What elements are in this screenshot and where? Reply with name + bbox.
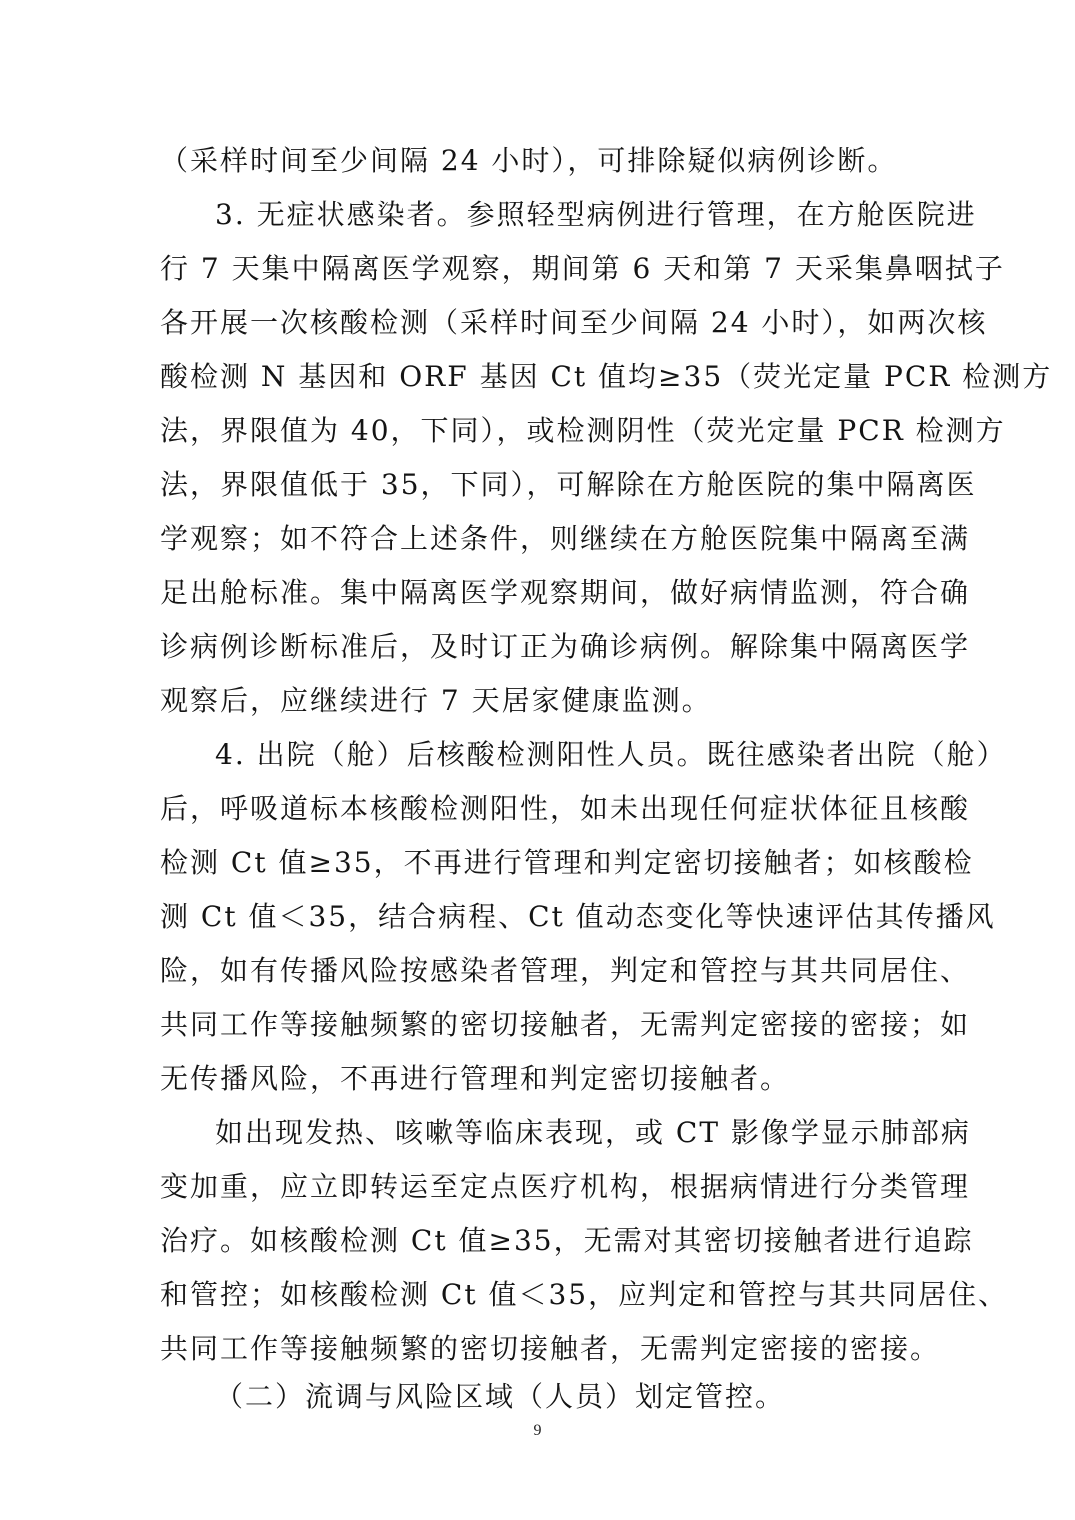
- text-line: （采样时间至少间隔 24 小时），可排除疑似病例诊断。: [160, 144, 898, 177]
- text-line: 诊病例诊断标准后，及时订正为确诊病例。解除集中隔离医学: [160, 630, 971, 663]
- text-line: 行 7 天集中隔离医学观察，期间第 6 天和第 7 天采集鼻咽拭子: [160, 252, 1005, 285]
- text-line: 后，呼吸道标本核酸检测阳性，如未出现任何症状体征且核酸: [160, 792, 971, 825]
- section-heading: （二）流调与风险区域（人员）划定管控。: [215, 1380, 786, 1413]
- text-line: 学观察；如不符合上述条件，则继续在方舱医院集中隔离至满: [160, 522, 971, 555]
- text-line: 法，界限值为 40，下同），或检测阴性（荧光定量 PCR 检测方: [160, 414, 1006, 447]
- text-line: 法，界限值低于 35，下同），可解除在方舱医院的集中隔离医: [160, 468, 977, 501]
- paragraph-post-discharge-start: 4. 出院（舱）后核酸检测阳性人员。既往感染者出院（舱）: [215, 738, 1007, 771]
- text-line: 测 Ct 值＜35，结合病程、Ct 值动态变化等快速评估其传播风: [160, 900, 996, 933]
- text-line: 检测 Ct 值≥35，不再进行管理和判定密切接触者；如核酸检: [160, 846, 974, 879]
- text-line: 变加重，应立即转运至定点医疗机构，根据病情进行分类管理: [160, 1170, 971, 1203]
- text-line: 酸检测 N 基因和 ORF 基因 Ct 值均≥35（荧光定量 PCR 检测方: [160, 360, 1053, 393]
- text-line: 共同工作等接触频繁的密切接触者，无需判定密接的密接；如: [160, 1008, 971, 1041]
- text-line: 无传播风险，不再进行管理和判定密切接触者。: [160, 1062, 791, 1095]
- text-line: 险，如有传播风险按感染者管理，判定和管控与其共同居住、: [160, 954, 971, 987]
- text-line: 各开展一次核酸检测（采样时间至少间隔 24 小时），如两次核: [160, 306, 988, 339]
- text-line: 治疗。如核酸检测 Ct 值≥35，无需对其密切接触者进行追踪: [160, 1224, 974, 1257]
- page-number: 9: [533, 1422, 542, 1439]
- text-line: 和管控；如核酸检测 Ct 值＜35，应判定和管控与其共同居住、: [160, 1278, 1009, 1311]
- paragraph-symptoms-start: 如出现发热、咳嗽等临床表现，或 CT 影像学显示肺部病: [215, 1116, 971, 1149]
- text-line: 观察后，应继续进行 7 天居家健康监测。: [160, 684, 712, 717]
- paragraph-asymptomatic-start: 3. 无症状感染者。参照轻型病例进行管理，在方舱医院进: [215, 198, 977, 231]
- text-line: 足出舱标准。集中隔离医学观察期间，做好病情监测，符合确: [160, 576, 971, 609]
- text-line: 共同工作等接触频繁的密切接触者，无需判定密接的密接。: [160, 1332, 941, 1365]
